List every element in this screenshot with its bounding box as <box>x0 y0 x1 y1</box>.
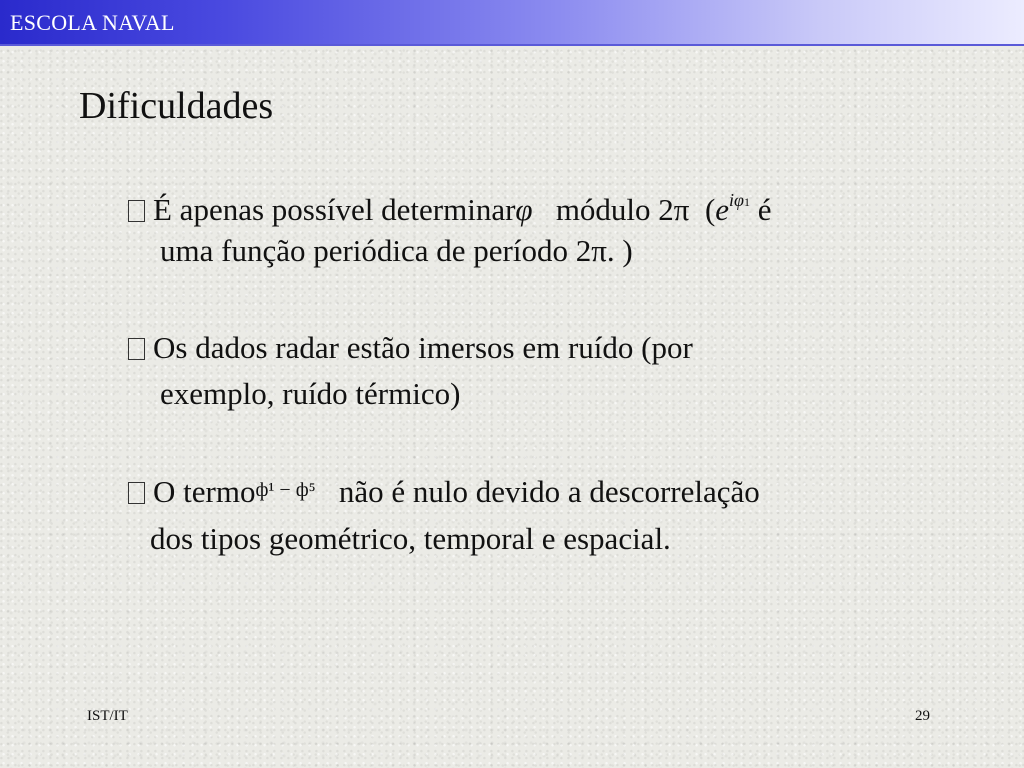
bullet-1-text-pre: É apenas possível determinar <box>153 192 516 227</box>
bullet-box-icon <box>128 482 145 504</box>
slide-title: Dificuldades <box>79 85 274 127</box>
bullet-box-icon <box>128 338 145 360</box>
header-title: ESCOLA NAVAL <box>10 10 175 35</box>
exponential-e: e <box>715 192 730 227</box>
bullet-2-text: Os dados radar estão imersos em ruído (por <box>153 330 693 365</box>
bullet-3-line-2: dos tipos geométrico, temporal e espacial. <box>150 521 671 556</box>
bullet-2-line-1 <box>128 323 693 372</box>
page-number: 29 <box>915 708 930 724</box>
exponent-subscript: 1 <box>744 195 751 209</box>
phi-symbol: φ <box>515 192 533 227</box>
header-divider <box>0 44 1024 46</box>
bullet-3-line-1 <box>128 466 760 516</box>
footer-institution: IST/IT <box>87 708 128 724</box>
exponent: iφ <box>729 190 745 210</box>
bullet-2-line-2: exemplo, ruído térmico) <box>160 376 461 411</box>
bullet-3-text-pre: O termo <box>153 474 256 509</box>
bullet-1-line-2: uma função periódica de período 2π. ) <box>160 233 633 268</box>
bullet-1-text-mid: módulo 2π <box>555 192 690 227</box>
bullet-1-text-post: é <box>757 192 772 227</box>
bullet-3-text-post: não é nulo devido a descorrelação <box>338 474 760 509</box>
paren-open: ( <box>704 192 716 227</box>
bullet-box-icon <box>128 200 145 222</box>
header-bar <box>0 0 1024 44</box>
phase-difference-term: ф¹ − ф⁵ <box>255 479 316 501</box>
